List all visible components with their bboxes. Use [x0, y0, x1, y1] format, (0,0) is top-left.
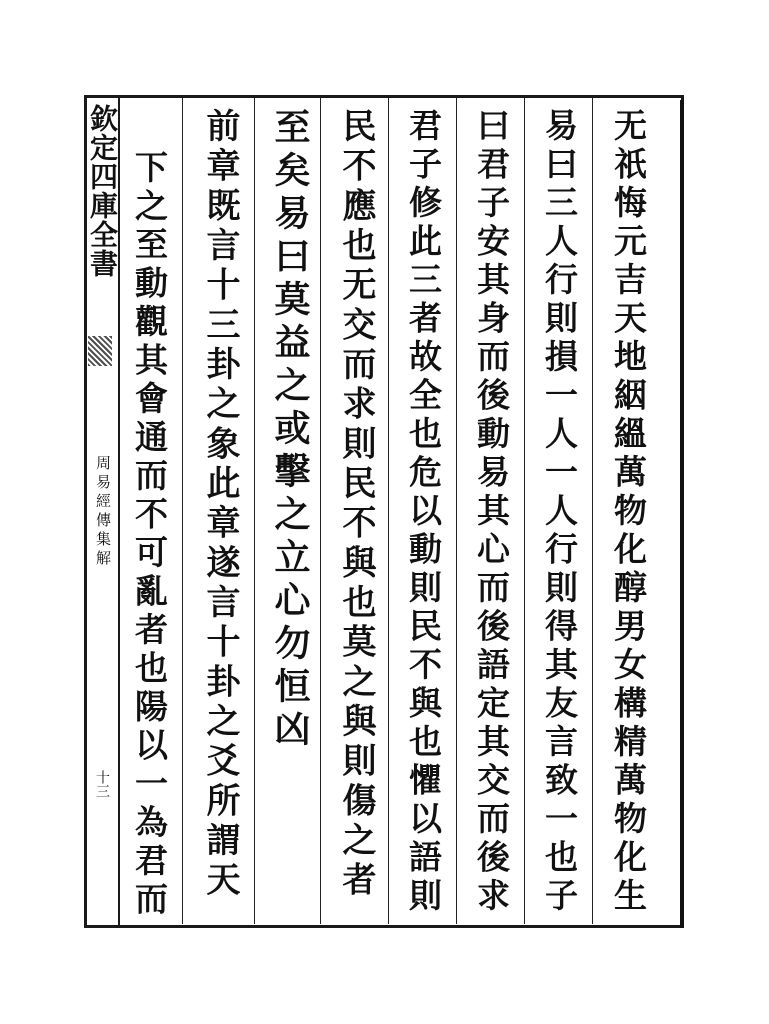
text-column: 君子修此三者故全也危以動則民不與也懼以語則: [404, 108, 443, 917]
text-column: 民不應也无交而求則民不與也莫之與則傷之者: [336, 108, 376, 902]
text-column: 易曰三人行則損一人一人行則得其友言致一也子: [540, 108, 579, 917]
seal-mark: [88, 336, 112, 366]
text-column: 曰君子安其身而後動易其心而後語定其交而後求: [472, 108, 511, 917]
column-rule: [524, 98, 525, 924]
column-rule: [592, 98, 593, 924]
column-rule: [320, 98, 321, 924]
text-column: 下之至動觀其會通而不可亂者也陽以一為君而: [130, 150, 169, 920]
column-rule: [388, 98, 389, 924]
book-title: 周易經傳集解: [94, 455, 112, 569]
text-column: 无祇悔元吉天地絪縕萬物化醇男女構精萬物化生: [609, 108, 648, 917]
right-border: [680, 100, 684, 928]
column-rule: [254, 98, 255, 924]
series-title: 欽定四庫全書: [86, 104, 119, 278]
column-rule: [456, 98, 457, 924]
text-column: 前章既言十三卦之象此章遂言十卦之爻所謂天: [200, 108, 240, 902]
column-rule: [182, 98, 183, 924]
page-frame: [84, 95, 684, 928]
text-column: 至矣易曰莫益之或擊之立心勿恒凶: [269, 108, 311, 753]
page-number: 十三: [94, 770, 110, 798]
